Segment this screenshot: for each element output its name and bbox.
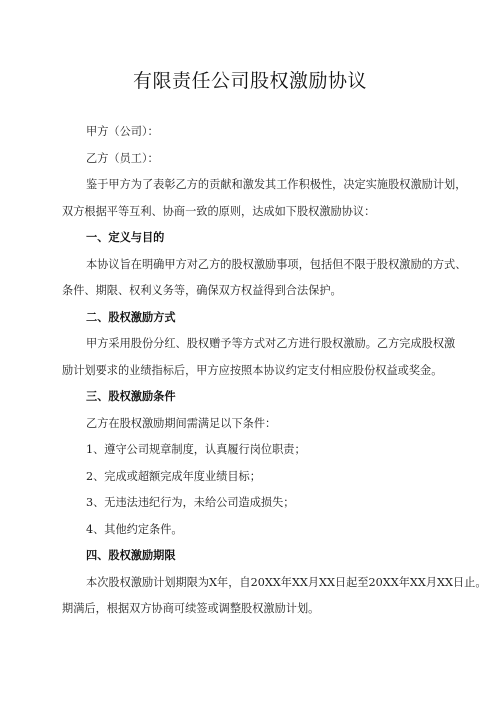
- party-a-line: 甲方（公司）：: [86, 125, 159, 138]
- section-4-line-1: 本次股权激励计划期限为X年，自20XX年XX月XX日起至20XX年XX月XX日止。: [86, 576, 487, 589]
- section-heading-4: 四、股权激励期限: [86, 549, 176, 562]
- section-1-line-2: 条件、期限、权利义务等，确保双方权益得到合法保护。: [62, 284, 342, 297]
- section-heading-3: 三、股权激励条件: [86, 390, 176, 403]
- condition-item-4: 4、其他约定条件。: [86, 523, 183, 536]
- preamble-line-2: 双方根据平等互利、协商一致的原则，达成如下股权激励协议：: [62, 205, 376, 218]
- section-3-intro: 乙方在股权激励期间需满足以下条件：: [86, 417, 277, 430]
- section-4-line-2: 期满后，根据双方协商可续签或调整股权激励计划。: [62, 602, 320, 615]
- condition-item-2: 2、完成或超额完成年度业绩目标；: [86, 470, 261, 483]
- section-2-line-1: 甲方采用股份分红、股权赠予等方式对乙方进行股权激励。乙方完成股权激: [86, 337, 456, 350]
- section-1-line-1: 本协议旨在明确甲方对乙方的股权激励事项，包括但不限于股权激励的方式、: [86, 258, 467, 271]
- document-title: 有限责任公司股权激励协议: [132, 70, 367, 92]
- section-2-line-2: 励计划要求的业绩指标后，甲方应按照本协议约定支付相应股份权益或奖金。: [62, 364, 443, 377]
- condition-item-3: 3、无违法违纪行为，未给公司造成损失；: [86, 496, 295, 509]
- preamble-line-1: 鉴于甲方为了表彰乙方的贡献和激发其工作积极性，决定实施股权激励计划，: [86, 178, 467, 191]
- section-heading-1: 一、定义与目的: [86, 231, 165, 244]
- party-b-line: 乙方（员工）：: [86, 152, 159, 165]
- condition-item-1: 1、遵守公司规章制度，认真履行岗位职责；: [86, 443, 306, 456]
- section-heading-2: 二、股权激励方式: [86, 311, 176, 324]
